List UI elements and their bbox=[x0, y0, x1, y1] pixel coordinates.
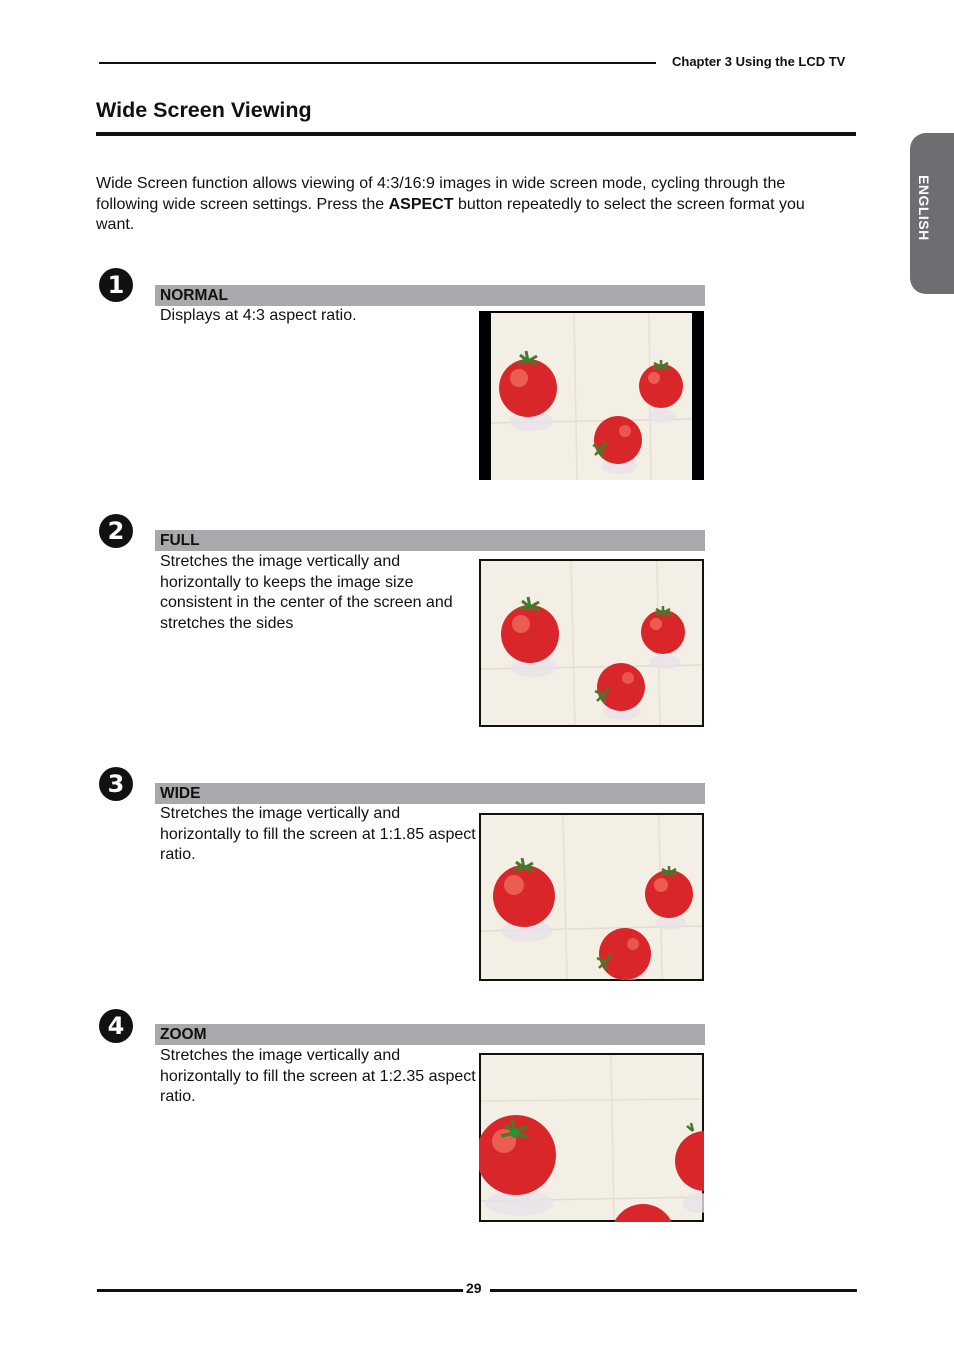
step-number-2: 2 bbox=[99, 514, 133, 548]
mode-label-normal: NORMAL bbox=[160, 287, 229, 304]
mode-description-wide: Stretches the image vertically and horizontally to fill the screen at 1:1.85 aspect ratio. bbox=[160, 805, 476, 863]
header-rule bbox=[99, 62, 656, 64]
language-tab-label: ENGLISH bbox=[916, 175, 932, 241]
title-rule bbox=[96, 132, 856, 136]
page-title: Wide Screen Viewing bbox=[96, 98, 312, 122]
mode-description-zoom: Stretches the image vertically and horizontally to fill the screen at 1:2.35 aspect ratio. bbox=[160, 1047, 476, 1105]
mode-bar-wide bbox=[155, 783, 705, 804]
intro-text-2: button repeatedly to select the screen format you want. bbox=[96, 195, 805, 234]
footer-rule-right bbox=[490, 1289, 857, 1292]
step-number-3: 3 bbox=[99, 767, 133, 801]
mode-description-full: Stretches the image vertically and horizontally to keeps the image size consistent in the center of the screen and stretches the sides bbox=[160, 553, 453, 632]
language-tab bbox=[910, 133, 954, 294]
mode-label-wide: WIDE bbox=[160, 785, 201, 802]
mode-label-full: FULL bbox=[160, 532, 200, 549]
footer-rule-left bbox=[97, 1289, 463, 1292]
mode-bar-normal bbox=[155, 285, 705, 306]
mode-bar-zoom bbox=[155, 1024, 705, 1045]
tomato-image-full bbox=[479, 559, 704, 727]
tomato-image-wide bbox=[479, 813, 704, 981]
mode-bar-full bbox=[155, 530, 705, 551]
tomato-image-zoom bbox=[479, 1053, 704, 1222]
page-number: 29 bbox=[466, 1280, 482, 1296]
mode-description-normal: Displays at 4:3 aspect ratio. bbox=[160, 307, 357, 324]
chapter-heading: Chapter 3 Using the LCD TV bbox=[672, 54, 846, 69]
step-number-4: 4 bbox=[99, 1009, 133, 1043]
intro-paragraph bbox=[96, 174, 816, 236]
tomato-image-normal bbox=[479, 311, 704, 480]
mode-label-zoom: ZOOM bbox=[160, 1026, 207, 1043]
intro-text-1: Wide Screen function allows viewing of 4:3/16:9 images in wide screen mode, cycling through the following wide screen settings. Press the bbox=[96, 175, 786, 213]
aspect-keyword: ASPECT bbox=[388, 195, 454, 213]
step-number-1: 1 bbox=[99, 268, 133, 302]
